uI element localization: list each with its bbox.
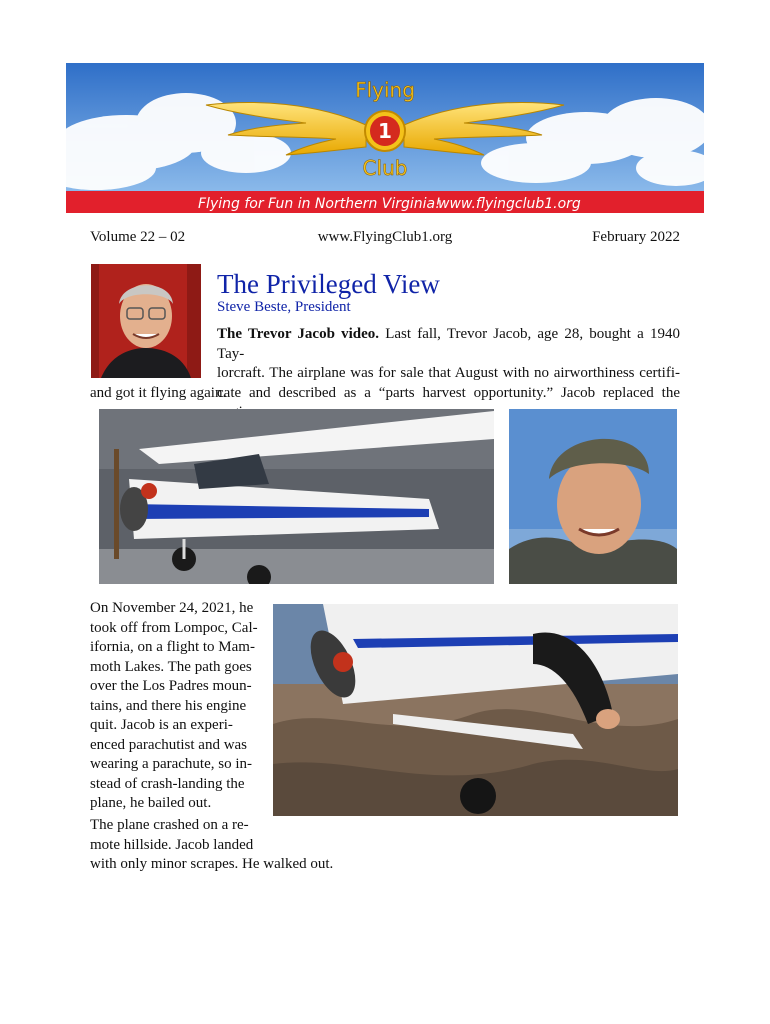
logo-bottom-text: Club [362,156,408,180]
p1-line-2: lorcraft. The airplane was for sale that August with no airworthiness certifi- [217,365,680,381]
p2-line: wearing a parachute, so in- [90,756,253,772]
logo-number: 1 [378,119,392,143]
p1-line-1: Last fall, Trevor Jacob, age 28, bought a 1940 Tay- [217,326,680,362]
p2-line: moth Lakes. The path goes [90,658,252,675]
p2-line: tains, and there his engine [90,697,247,714]
article-title: The Privileged View [217,269,440,299]
article-byline: Steve Beste, President [217,299,351,315]
p2-line: ifornia, on a flight to Mam- [90,639,255,655]
p2-line: quit. Jacob is an experi- [90,717,233,733]
p3-line: mote hillside. Jacob landed [90,836,254,853]
paragraph-3 [90,816,390,875]
site-url[interactable]: www.FlyingClub1.org [317,229,453,245]
p2-line: over the Los Padres moun- [90,678,252,694]
p3-line: with only minor scrapes. He walked out. [90,856,334,872]
banner-tagline: Flying for Fun in Northern Virginia! [198,196,441,212]
bailout-photo [273,604,678,816]
p1-line-4: and got it flying again. [90,385,227,401]
p3-line: The plane crashed on a re- [90,817,249,833]
p2-line: stead of crash-landing the [90,775,245,792]
newsletter-banner [66,63,704,213]
issue-date: February 2022 [592,229,680,245]
pilot-portrait-photo [509,409,677,584]
author-photo [91,264,201,378]
p2-line: plane, he bailed out. [90,795,212,811]
lead-bold: The Trevor Jacob video. [217,326,380,342]
paragraph-1 [217,325,680,423]
p2-line: took off from Lompoc, Cal- [90,619,258,636]
volume-label: Volume 22 – 02 [90,229,186,245]
airplane-hangar-photo [99,409,494,584]
p2-line: enced parachutist and was [90,736,248,753]
banner-url: www.flyingclub1.org [438,196,581,212]
paragraph-2 [90,599,260,814]
logo-top-text: Flying [355,78,415,102]
p2-line: On November 24, 2021, he [90,600,254,616]
p1-line-3: cate and described as a “parts harvest opportunity.” Jacob replaced the [217,384,680,401]
